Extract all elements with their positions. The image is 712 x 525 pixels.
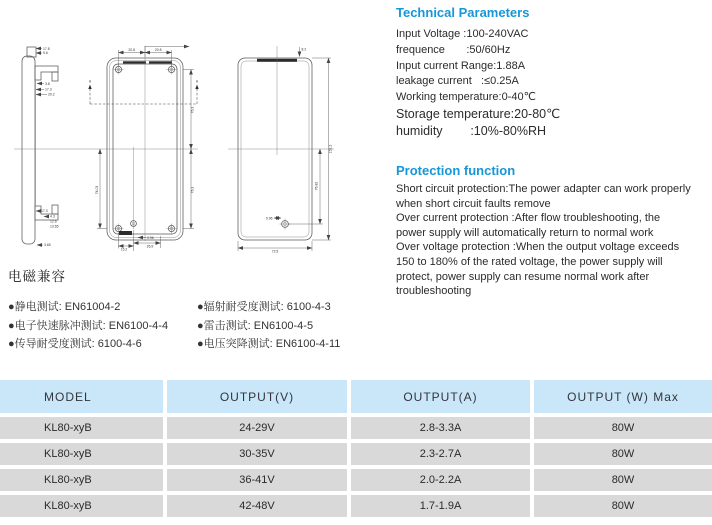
table-cell-model: KL80-xyB	[0, 443, 163, 465]
dim-label: 20.8	[154, 48, 162, 52]
dim-label: 13.65	[50, 224, 59, 229]
table-cell-output-w: 80W	[534, 469, 712, 491]
side-view-drawing	[22, 47, 59, 247]
dim-label: 17.3	[41, 209, 48, 214]
param-line: leakage current :≤0.25A	[396, 75, 519, 88]
vent-slot	[123, 61, 146, 63]
dim-label: 4.3	[50, 214, 55, 219]
param-line: Input Voltage :100-240VAC	[396, 28, 529, 40]
vent-slot	[149, 61, 172, 63]
table-cell-output-a: 1.7-1.9A	[351, 495, 530, 517]
emc-test-item: ●静电测试: EN61004-2	[8, 301, 121, 313]
dim-label: 3.8	[45, 81, 50, 86]
emc-section	[8, 265, 388, 354]
dim-label: 0.96	[147, 235, 154, 240]
table-cell-output-v: 42-48V	[167, 495, 347, 517]
emc-right-column	[197, 298, 340, 354]
protection-line: 150 to 180% of the rated voltage, the power supply will	[396, 255, 663, 268]
dim-label: 74.03	[94, 185, 99, 195]
dim-label: 8.2	[301, 47, 307, 52]
table-cell-output-v: 36-41V	[167, 469, 347, 491]
protection-line: troubleshooting	[396, 285, 472, 298]
dim-label: 152.2	[328, 144, 333, 154]
section-label: A	[195, 79, 199, 84]
right-column	[396, 6, 712, 299]
table-header-row	[0, 380, 712, 413]
technical-drawings	[0, 0, 360, 270]
protection-function-title: Protection function	[396, 162, 516, 178]
protection-line: Short circuit protection:The power adapter can work properly	[396, 182, 691, 195]
protection-line: protect, power supply can resume normal work after	[396, 270, 650, 283]
table-cell-output-v: 24-29V	[167, 417, 347, 439]
emc-title: 电磁兼容	[8, 269, 66, 284]
table-cell-output-w: 80W	[534, 495, 712, 517]
top-view-drawing	[88, 46, 199, 252]
dim-label: 12.6	[50, 219, 57, 224]
section-label: A	[88, 79, 92, 84]
output-spec-table	[0, 380, 712, 517]
table-cell-output-a: 2.0-2.2A	[351, 469, 530, 491]
table-cell-output-w: 80W	[534, 417, 712, 439]
table-row	[0, 469, 712, 491]
table-cell-output-v: 30-35V	[167, 443, 347, 465]
table-header-model: MODEL	[0, 380, 163, 413]
table-cell-model: KL80-xyB	[0, 417, 163, 439]
protection-function-text	[396, 182, 712, 299]
dim-label: 17.8	[43, 46, 50, 51]
table-cell-output-w: 80W	[534, 443, 712, 465]
dim-label: 15.2	[120, 247, 128, 252]
protection-line: when short circuit faults remove	[396, 197, 551, 210]
param-line: frequence :50/60Hz	[396, 43, 511, 56]
param-line: Input current Range:1.88A	[396, 59, 526, 72]
front-view-drawing	[238, 46, 332, 254]
dim-label: 20.8	[128, 48, 136, 52]
table-cell-model: KL80-xyB	[0, 495, 163, 517]
table-row	[0, 417, 712, 439]
dim-label: 76.3	[190, 106, 195, 114]
technical-parameters-title: Technical Parameters	[396, 5, 530, 20]
protection-line: power supply will automatically return to normal work	[396, 226, 654, 239]
connector-slot	[119, 231, 132, 235]
dim-label: 29.2	[48, 92, 55, 97]
table-header-output-a: OUTPUT(A)	[351, 380, 530, 413]
table-header-output-v: OUTPUT(V)	[167, 380, 347, 413]
table-row	[0, 495, 712, 517]
dim-label: 9.6	[43, 51, 48, 56]
table-header-output-w: OUTPUT (W) Max	[534, 380, 712, 413]
table-cell-output-a: 2.3-2.7A	[351, 443, 530, 465]
table-cell-output-a: 2.8-3.3A	[351, 417, 530, 439]
technical-parameters-list	[396, 27, 712, 140]
protection-line: Over voltage protection :When the output voltage exceeds	[396, 241, 680, 254]
dim-label: 9.96	[265, 216, 273, 221]
emc-test-item: ●雷击测试: EN6100-4-5	[197, 319, 314, 332]
dim-label: 17.3	[45, 87, 52, 92]
table-row	[0, 443, 712, 465]
protection-line: Over current protection :After flow troubleshooting, the	[396, 212, 661, 225]
dim-label: 76.82	[314, 181, 319, 191]
dim-label: 76.3	[190, 186, 195, 194]
emc-test-item: ●辐射耐受度测试: 6100-4-3	[197, 301, 331, 313]
dim-label: 26.9	[146, 244, 154, 249]
table-cell-model: KL80-xyB	[0, 469, 163, 491]
emc-test-item: ●传导耐受度测试: 6100-4-6	[8, 338, 142, 351]
dim-label: 72.5	[271, 249, 279, 254]
param-line: Working temperature:0-40℃	[396, 91, 536, 104]
emc-test-item: ●电子快速脉冲测试: EN6100-4-4	[8, 319, 169, 332]
dim-label: 3.65	[44, 243, 51, 248]
emc-left-column	[8, 298, 197, 354]
param-line: Storage temperature:20-80℃	[396, 106, 561, 121]
param-line: humidity :10%-80%RH	[396, 123, 547, 138]
emc-test-item: ●电压突降测试: EN6100-4-11	[197, 338, 341, 351]
